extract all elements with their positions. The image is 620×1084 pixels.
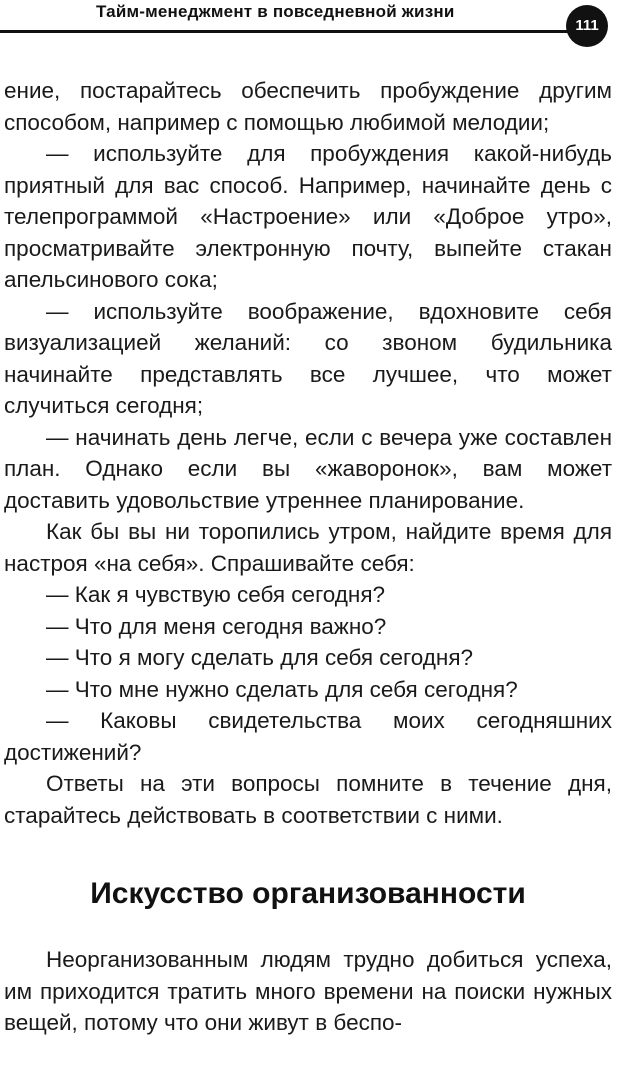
list-item: — используйте воображение, вдохновите себя визуализацией желаний: со звоном будильника начинайте представлять все лучшее, что может случиться сегодня;	[4, 298, 612, 418]
page-header	[0, 0, 620, 52]
list-item: — начинать день легче, если с вечера уже составлен план. Однако если вы «жаворонок», вам может доставить удовольствие утреннее планирование.	[4, 424, 612, 513]
page-number: 111	[566, 5, 608, 47]
header-rule	[0, 30, 578, 33]
question-item: — Каковы свидетельства моих сегодняшних достижений?	[4, 708, 612, 765]
paragraph: Ответы на эти вопросы помните в течение дня, старайтесь действовать в соответствии с ними.	[4, 771, 612, 828]
question-item: — Что мне нужно сделать для себя сегодня?	[46, 676, 518, 702]
question-item: — Что я могу сделать для себя сегодня?	[46, 645, 474, 670]
paragraph: ение, постарайтесь обеспечить пробуждение другим способом, например с помощью любимой мелодии;	[4, 78, 612, 135]
paragraph: Неорганизованным людям трудно добиться успеха, им приходится тратить много времени на поиски нужных вещей, потому что они живут в беспо-	[4, 947, 612, 1035]
paragraph: Как бы вы ни торопились утром, найдите время для настроя «на себя». Спрашивайте себя:	[4, 519, 612, 576]
page-body	[4, 75, 612, 1039]
list-item: — используйте для пробуждения какой-нибудь приятный для вас способ. Например, начинайте день с телепрограммой «Настроение» или «Доброе утро», просматривайте электронную почту, выпейте стакан апельсинового сока;	[4, 141, 612, 292]
section-heading: Искусство организованности	[90, 877, 526, 910]
question-item: — Что для меня сегодня важно?	[46, 613, 387, 639]
question-item: — Как я чувствую себя сегодня?	[46, 582, 386, 607]
running-title: Тайм-менеджмент в повседневной жизни	[96, 2, 455, 21]
